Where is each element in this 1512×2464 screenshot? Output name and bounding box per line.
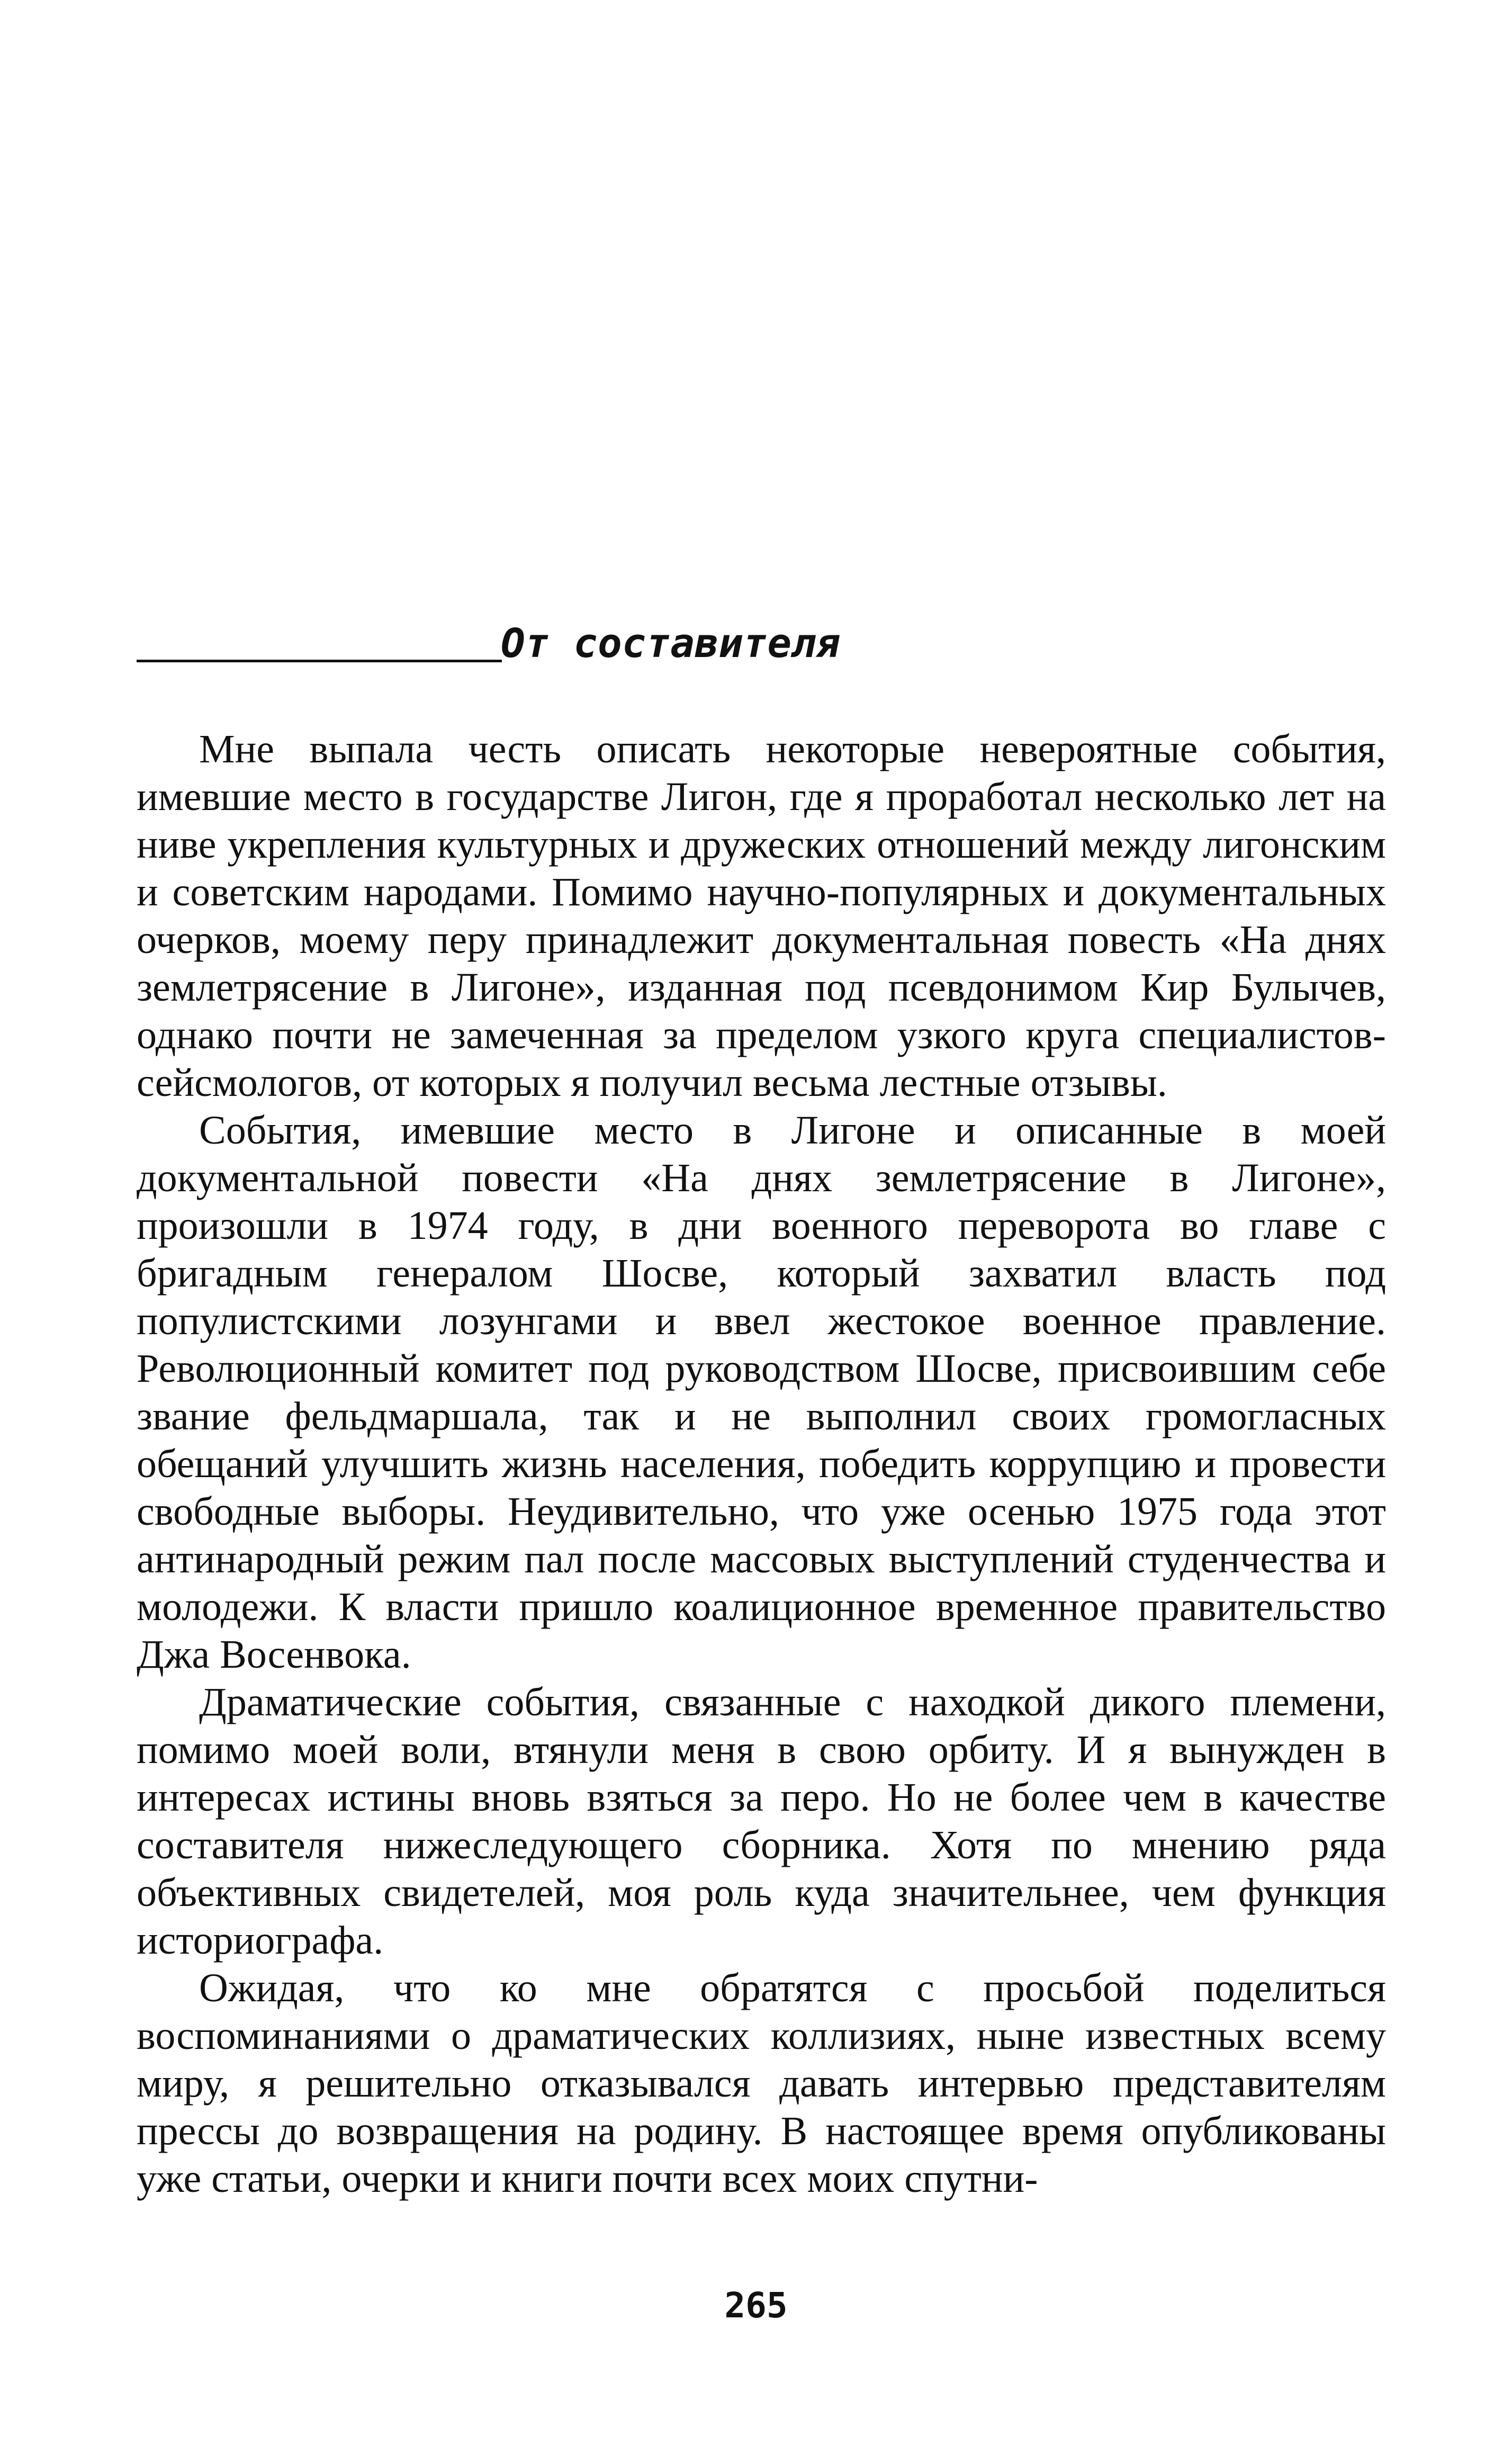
body-text xyxy=(137,725,1386,2202)
paragraph-2: События, имевшие место в Лигоне и описанные в моей документальной повести «На днях землетрясение в Лигоне», произошли в 1974 году, в дни военного переворота во главе с бригадным генералом Шосве, который захватил власть под популистскими лозунгами и ввел жестокое военное правление. Революционный комитет под руководством Шосве, присвоившим себе звание фельдмаршала, так и не выполнил своих громогласных обещаний улучшить жизнь населения, победить коррупцию и провести свободные выборы. Неудивительно, что уже осенью 1975 года этот антинародный режим пал после массовых выступлений студенчества и молодежи. К власти пришло коалиционное временное правительство Джа Восенвока. xyxy=(137,1108,1386,1677)
paragraph-4: Ожидая, что ко мне обратятся с просьбой поделиться воспоминаниями о драматических коллизиях, ныне известных всему миру, я решительно отказывался давать интервью представителям прессы до возвращения на родину. В настоящее время опубликованы уже статьи, очерки и книги почти всех моих спутни- xyxy=(137,1966,1386,2201)
paragraph-1: Мне выпала честь описать некоторые невероятные события, имевшие место в государстве Лигон, где я проработал несколько лет на ниве укрепления культурных и дружеских отношений между лигонским и советским народами. Помимо научно-популярных и документальных очерков, моему перу принадлежит документальная повесть «На днях землетрясение в Лигоне», изданная под псевдонимом Кир Булычев, однако почти не замеченная за пределом узкого круга специалистов-сейсмологов, от которых я получил весьма лестные отзывы. xyxy=(137,727,1386,1105)
section-title: От составителя xyxy=(501,619,840,667)
page-number: 265 xyxy=(724,2285,788,2326)
heading-rule xyxy=(137,660,502,662)
section-heading xyxy=(137,614,1386,678)
paragraph-3: Драматические события, связанные с находкой дикого племени, помимо моей воли, втянули меня в свою орбиту. И я вынужден в интересах истины вновь взяться за перо. Но не более чем в качестве составителя нижеследующего сборника. Хотя по мнению ряда объективных свидетелей, моя роль куда значительнее, чем функция историографа. xyxy=(137,1680,1386,1963)
